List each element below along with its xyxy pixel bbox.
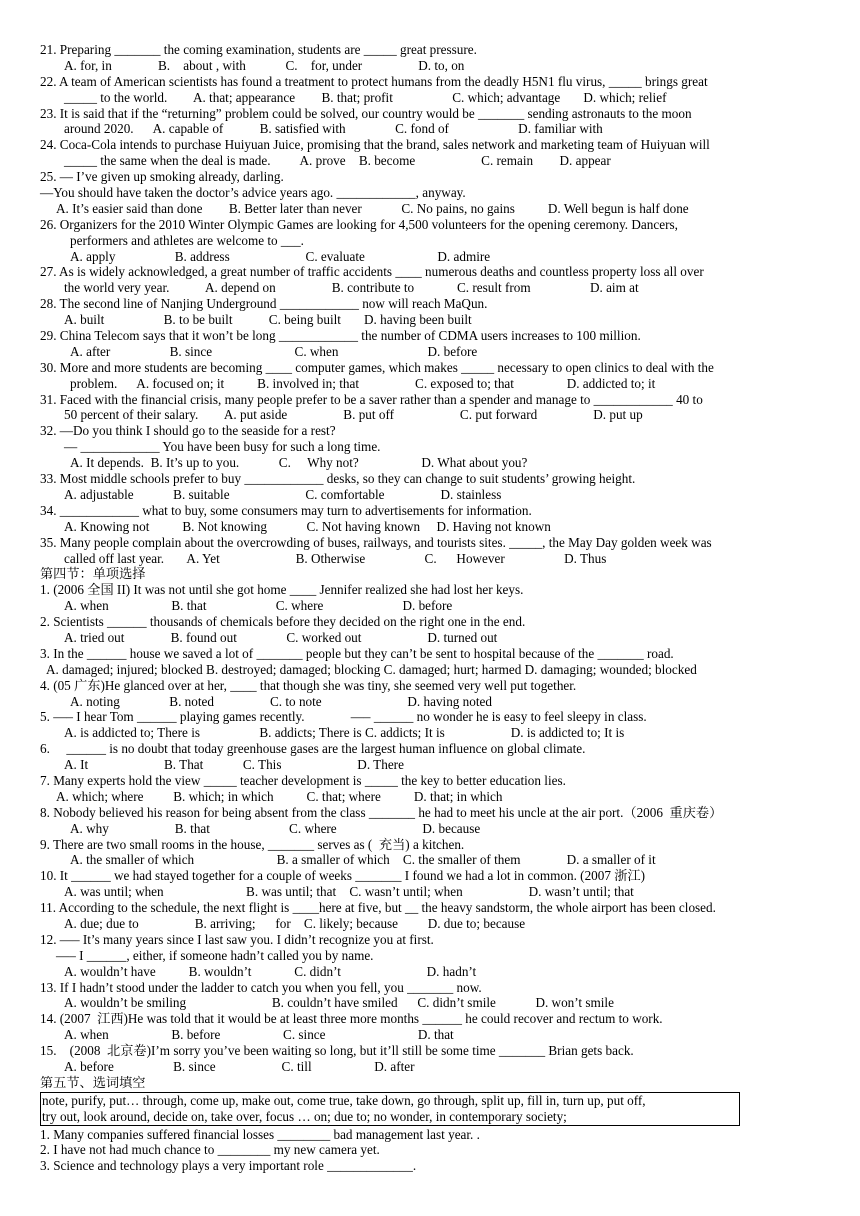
b3-options: A. damaged; injured; blocked B. destroyed; damaged; blocking C. damaged; hurt; harmed D. damaging; wounded; blocked [46,661,697,677]
q32-stem: 32. —Do you think I should go to the seaside for a rest? [40,423,336,439]
b5-stem: 5. —– I hear Tom ______ playing games recently. —– ______ no wonder he is easy to feel sleepy in class. [40,709,647,725]
q26-options: A. apply B. address C. evaluate D. admire [70,248,491,264]
q33-options: A. adjustable B. suitable C. comfortable D. stainless [64,486,502,502]
b7-options: A. which; where B. which; in which C. that; where D. that; in which [56,788,503,804]
b11-stem: 11. According to the schedule, the next flight is ____here at five, but __ the heavy sandstorm, the whole airport has been closed. [40,900,716,916]
q31-stem: 31. Faced with the financial crisis, many people prefer to be a saver rather than a spender and manage to ____________ 40 to [40,391,703,407]
b3-stem: 3. In the ______ house we saved a lot of _______ people but they can’t be sent to hospital because of the _______ road. [40,645,674,661]
b14-options: A. when B. before C. since D. that [64,1027,454,1043]
q35-options: called off last year. A. Yet B. Otherwise C. However D. Thus [64,550,607,566]
q26-stem: 26. Organizers for the 2010 Winter Olympic Games are looking for 4,500 volunteers for the opening ceremony. Dancers, [40,216,678,232]
b2-options: A. tried out B. found out C. worked out D. turned out [64,629,498,645]
b6-options: A. It B. That C. This D. There [64,757,404,773]
q21-options: A. for, in B. about , with C. for, under D. to, on [64,57,465,73]
q22-stem: 22. A team of American scientists has found a treatment to protect humans from the deadly H5N1 flu virus, _____ brings great [40,73,708,89]
b12-options: A. wouldn’t have B. wouldn’t C. didn’t D. hadn’t [64,963,477,979]
b15-stem: 15. (2008 北京卷)I’m sorry you’ve been waiting so long, but it’ll still be some time _______ Brian gets back. [40,1043,634,1059]
b5-options: A. is addicted to; There is B. addicts; There is C. addicts; It is D. is addicted to; It is [64,725,625,741]
c1-stem: 1. Many companies suffered financial losses ________ bad management last year. . [40,1126,480,1142]
q28-stem: 28. The second line of Nanjing Underground ____________ now will reach MaQun. [40,296,488,312]
q29-stem: 29. China Telecom says that it won’t be long ____________ the number of CDMA users increases to 100 million. [40,328,641,344]
q23-stem: 23. It is said that if the “returning” problem could be solved, our country would be _______ sending astronauts to the moon [40,105,692,121]
b9-options: A. the smaller of which B. a smaller of which C. the smaller of them D. a smaller of it [70,852,656,868]
b8-stem: 8. Nobody believed his reason for being absent from the class _______ he had to meet his uncle at the air port.（2006 重庆卷） [40,804,723,820]
q31-options: 50 percent of their salary. A. put aside B. put off C. put forward D. put up [64,407,643,423]
b13-options: A. wouldn’t be smiling B. couldn’t have smiled C. didn’t smile D. won’t smile [64,995,614,1011]
q23-options: around 2020. A. capable of B. satisfied with C. fond of D. familiar with [64,121,603,137]
q27-stem: 27. As is widely acknowledged, a great number of traffic accidents ____ numerous deaths and countless property loss all over [40,264,704,280]
b7-stem: 7. Many experts hold the view _____ teacher development is _____ the key to better education lies. [40,772,566,788]
b13-stem: 13. If I hadn’t stood under the ladder to catch you when you fell, you _______ now. [40,979,482,995]
q22-stem-cont: _____ to the world. A. that; appearance B. that; profit C. which; advantage D. which; relief [64,89,667,105]
part-c-questions [40,1127,840,1175]
exercise-page [40,42,840,1174]
q28-options: A. built B. to be built C. being built D. having been built [64,312,472,328]
b4-options: A. noting B. noted C. to note D. having noted [70,693,492,709]
c3-stem: 3. Science and technology plays a very important role _____________. [40,1158,417,1174]
b1-options: A. when B. that C. where D. before [64,598,453,614]
b9-stem: 9. There are two small rooms in the house, _______ serves as ( 充当) a kitchen. [40,836,465,852]
section-5-title: 第五节、选词填空 [40,1074,146,1090]
b14-stem: 14. (2007 江西)He was told that it would be at least three more months ______ he could recover and rectum to work. [40,1011,663,1027]
word-bank-box [40,1092,740,1126]
part-b-questions [40,582,840,1075]
b2-stem: 2. Scientists ______ thousands of chemicals before they decided on the right one in the end. [40,614,526,630]
word-bank-line: try out, look around, decide on, take over, focus … on; due to; no wonder, in contemporary society; [42,1108,567,1124]
q32-reply: — ____________ You have been busy for such a long time. [64,439,381,455]
b4-stem: 4. (05 广东)He glanced over at her, ____ that though she was tiny, she seemed very well put together. [40,677,577,693]
q21-stem: 21. Preparing _______ the coming examination, students are _____ great pressure. [40,42,477,57]
b10-stem: 10. It ______ we had stayed together for a couple of weeks _______ I found we had a lot in common. (2007 浙江) [40,868,646,884]
b1-stem: 1. (2006 全国 II) It was not until she got home ____ Jennifer realized she had lost her keys. [40,582,524,598]
q25-reply: —You should have taken the doctor’s advice years ago. ____________, anyway. [40,185,466,201]
q34-stem: 34. ____________ what to buy, some consumers may turn to advertisements for information. [40,502,532,518]
q26-stem-cont: performers and athletes are welcome to ___. [70,232,304,248]
q35-stem: 35. Many people complain about the overcrowding of buses, railways, and tourists sites. _____, the May Day golden week was [40,534,712,550]
q30-stem: 30. More and more students are becoming ____ computer games, which makes _____ necessary to open clinics to deal with the [40,359,714,375]
q24-stem: 24. Coca-Cola intends to purchase Huiyuan Juice, promising that the brand, sales network and marketing team of Huiyuan will [40,137,710,153]
q34-options: A. Knowing not B. Not knowing C. Not having known D. Having not known [64,518,551,534]
q32-options: A. It depends. B. It’s up to you. C. Why not? D. What about you? [70,455,528,471]
q30-options: problem. A. focused on; it B. involved in; that C. exposed to; that D. addicted to; it [70,375,656,391]
q33-stem: 33. Most middle schools prefer to buy ____________ desks, so they can change to suit students’ growing height. [40,471,636,487]
b8-options: A. why B. that C. where D. because [70,820,481,836]
q25-stem: 25. — I’ve given up smoking already, darling. [40,169,284,185]
section-4-title: 第四节：单项选择 [40,566,146,582]
word-bank-line: note, purify, put… through, come up, make out, come true, take down, go through, split up, fill in, turn up, put off, [42,1092,646,1108]
q25-options: A. It’s easier said than done B. Better later than never C. No pains, no gains D. Well begun is half done [56,200,689,216]
b10-options: A. was until; when B. was until; that C. wasn’t until; when D. wasn’t until; that [64,884,634,900]
q29-options: A. after B. since C. when D. before [70,343,478,359]
b11-options: A. due; due to B. arriving; for C. likely; because D. due to; because [64,915,526,931]
b15-options: A. before B. since C. till D. after [64,1059,415,1074]
part-a-questions [40,42,840,566]
q24-options: _____ the same when the deal is made. A. prove B. become C. remain D. appear [64,153,611,169]
q27-options: the world very year. A. depend on B. contribute to C. result from D. aim at [64,280,639,296]
b12-stem: 12. —– It’s many years since I last saw you. I didn’t recognize you at first. [40,931,434,947]
b12-reply: —– I ______, either, if someone hadn’t called you by name. [56,947,374,963]
c2-stem: 2. I have not had much chance to ________ my new camera yet. [40,1142,380,1158]
b6-stem: 6. ______ is no doubt that today greenhouse gases are the largest human influence on global climate. [40,741,586,757]
